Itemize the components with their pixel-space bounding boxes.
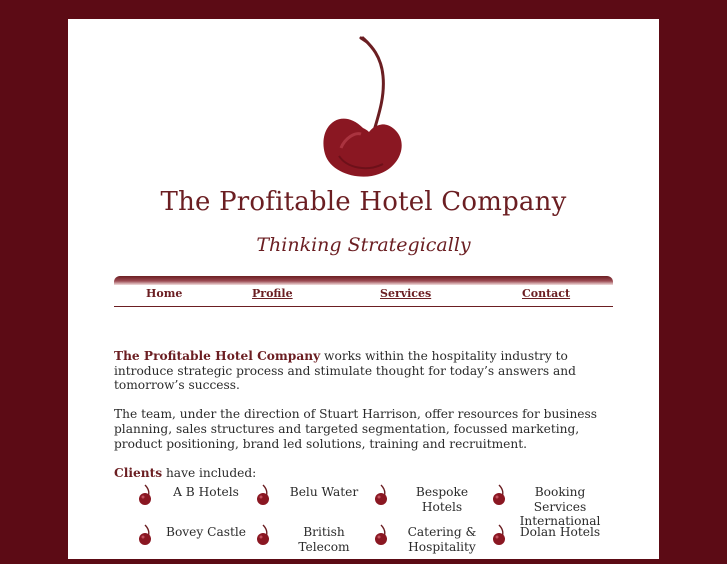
client-name: Belu Water: [289, 485, 359, 499]
client-name: Catering & Hospitality: [407, 525, 477, 554]
clients-heading: [114, 466, 614, 481]
client-item: [136, 484, 256, 524]
cherry-bullet-icon: [254, 524, 274, 546]
client-item: [372, 524, 492, 564]
nav-item-services[interactable]: Services: [380, 287, 432, 300]
site-title: The Profitable Hotel Company: [160, 187, 567, 217]
cherry-bullet-icon: [372, 484, 392, 506]
team-paragraph: The team, under the direction of Stuart Harrison, offer resources for business planning, sales structures and targeted segmentation, focussed marketing, product positioning, brand led solutions, training and recruitment.: [114, 407, 598, 451]
client-name: Bovey Castle: [165, 525, 246, 539]
main-content: [114, 349, 614, 495]
cherry-bullet-icon: [490, 524, 510, 546]
client-item: [372, 484, 492, 524]
client-item: [254, 524, 374, 564]
client-item: [136, 524, 256, 564]
client-item: [490, 484, 610, 529]
client-name: A B Hotels: [173, 485, 239, 499]
clients-label: Clients: [114, 465, 163, 480]
client-name: Booking Services International: [519, 485, 601, 529]
clients-intro-text: have included:: [162, 465, 257, 480]
company-name-highlight: The Profitable Hotel Company: [114, 349, 321, 363]
cherry-bullet-icon: [254, 484, 274, 506]
tagline: Thinking Strategically: [256, 234, 471, 256]
client-item: [254, 484, 374, 524]
client-item: [490, 524, 610, 564]
cherry-bullet-icon: [136, 484, 156, 506]
cherry-logo-icon: [321, 36, 407, 178]
client-name: Bespoke Hotels: [415, 485, 469, 514]
client-name: British Telecom: [298, 525, 350, 554]
page-container: [68, 19, 659, 559]
nav-item-profile[interactable]: Profile: [252, 287, 293, 300]
intro-text: works within the hospitality industry to introduce strategic process and stimulate thought for today’s answers and tomorrow’s success.: [114, 349, 576, 393]
cherry-bullet-icon: [490, 484, 510, 506]
nav-item-home[interactable]: Home: [146, 287, 183, 300]
nav-decorative-bar: [114, 276, 613, 285]
client-name: Dolan Hotels: [519, 525, 601, 539]
main-nav: [114, 276, 613, 307]
intro-paragraph: [114, 349, 614, 393]
nav-item-contact[interactable]: Contact: [522, 287, 571, 300]
cherry-bullet-icon: [136, 524, 156, 546]
cherry-bullet-icon: [372, 524, 392, 546]
